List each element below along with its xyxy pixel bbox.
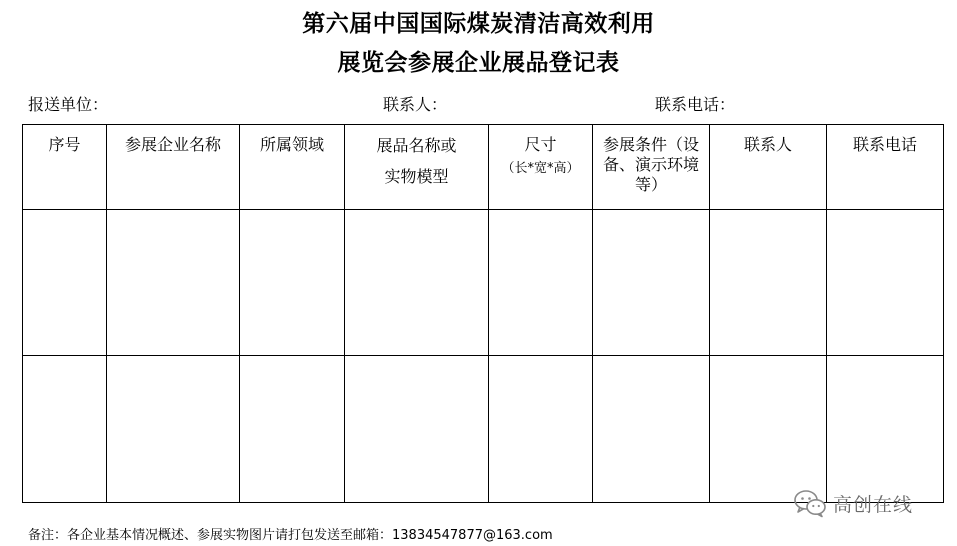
table-cell-company[interactable] [107,210,240,356]
header-conditions [593,125,710,210]
header-conditions-text: 参展条件（设备、演示环境等） [602,135,699,194]
header-exhibit-line2: 实物模型 [384,167,449,186]
table-cell-phone[interactable] [827,356,944,503]
form-title-line1: 第六届中国国际煤炭清洁高效利用 [302,10,655,37]
table-cell-contact[interactable] [710,210,827,356]
header-size [489,125,593,210]
table-cell-conditions[interactable] [593,210,710,356]
table-cell-exhibit[interactable] [345,210,489,356]
reporting-unit-label: 报送单位： [28,95,109,114]
header-phone: 联系电话 [827,125,944,210]
table-cell-field[interactable] [240,356,345,503]
table-row [23,356,944,503]
table-header-row [23,125,944,210]
table-cell-exhibit[interactable] [345,356,489,503]
header-exhibit-line1: 展品名称或 [376,136,457,155]
watermark-text: 高创在线 [833,493,914,516]
table-cell-size[interactable] [489,210,593,356]
table-cell-field[interactable] [240,210,345,356]
table-cell-contact[interactable] [710,356,827,503]
table-cell-seq[interactable] [23,210,107,356]
table-cell-company[interactable] [107,356,240,503]
contact-phone-label: 联系电话： [655,95,736,114]
header-exhibit [345,125,489,210]
header-size-sub: （长*宽*高） [501,161,580,176]
header-field: 所属领域 [240,125,345,210]
table-cell-size[interactable] [489,356,593,503]
header-contact: 联系人 [710,125,827,210]
header-seq: 序号 [23,125,107,210]
wechat-icon [793,488,827,518]
footnote: 备注：各企业基本情况概述、参展实物图片请打包发送至邮箱：13834547877@163.com [28,528,553,543]
table-row [23,210,944,356]
contact-person-label: 联系人： [383,95,448,114]
form-title-line2: 展览会参展企业展品登记表 [337,49,620,76]
exhibit-registration-table [22,124,944,503]
table-cell-seq[interactable] [23,356,107,503]
header-company: 参展企业名称 [107,125,240,210]
watermark [793,488,913,518]
table-cell-phone[interactable] [827,210,944,356]
table-cell-conditions[interactable] [593,356,710,503]
header-size-main: 尺寸 [524,135,557,154]
